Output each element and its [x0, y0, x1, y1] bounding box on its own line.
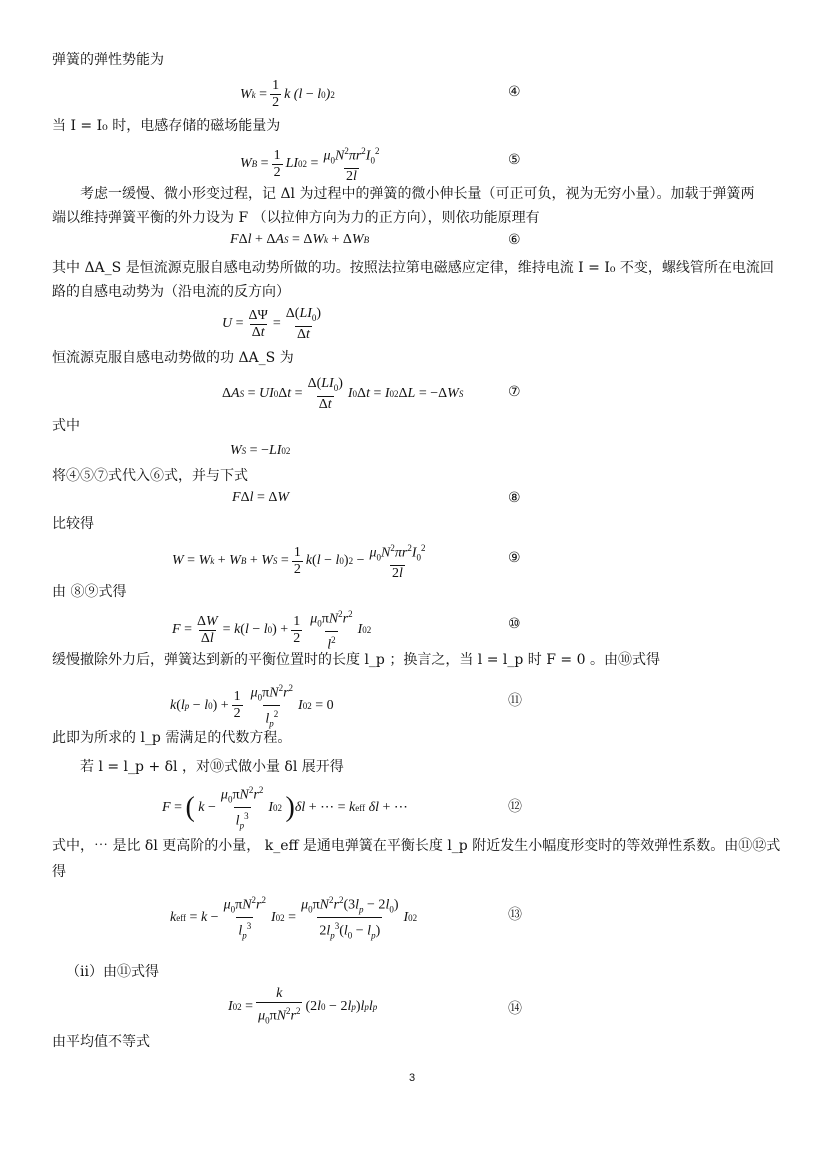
text-line: 缓慢撤除外力后，弹簧达到新的平衡位置时的长度 l_p ；换言之，当 l = l_p 时 F = 0 。由⑩式得 [52, 652, 660, 668]
equation-number: ⑨ [508, 550, 521, 566]
equation-number: ⑩ [508, 616, 521, 632]
text-line: 若 l = l_p + δl ，对⑩式做小量 δl 展开得 [52, 759, 344, 775]
text-line: 将④⑤⑦式代入⑥式，并与下式 [52, 468, 248, 484]
equation-number: ⑭ [508, 1001, 522, 1017]
equation-number: ⑤ [508, 152, 521, 168]
equation-14: I 0 2 = $\frac{k}{\mu_0\pi N^2r^2}$ (2 l 0 − 2 l p ) l p l p [228, 986, 377, 1028]
equation-4: W k = $\frac{1}{2}$ k (l − l 0 ) 2 [240, 78, 335, 110]
text-line: 当 I = I₀ 时，电感存储的磁场能量为 [52, 118, 281, 134]
equation-number: ⑪ [508, 693, 522, 709]
text-line: 端以维持弹簧平衡的外力设为 F （以拉伸方向为力的正方向），则依功能原理有 [52, 210, 540, 226]
equation-6: F Δ l + Δ A S = Δ W k + Δ W B [230, 232, 370, 247]
equation-13: k eff = k − $\frac{\mu_0\pi N^2r^2}{l_p^3}$ I 0 2 = $\frac{\mu_0\pi N^2r^2(3l_p - 2l_0)}{2l_p^3(l_0 - l_p)}$ I 0 2 [170, 892, 417, 944]
text-line: 得 [52, 864, 66, 880]
equation-number: ④ [508, 84, 521, 100]
equation-number: ⑥ [508, 232, 521, 248]
text-line: 由平均值不等式 [52, 1034, 150, 1050]
equation-number: ⑬ [508, 907, 522, 923]
text-line: 式中，⋯ 是比 δl 更高阶的小量， k_eff 是通电弹簧在平衡长度 l_p 附近发生小幅度形变时的等效弹性系数。由⑪⑫式 [52, 838, 781, 854]
equation-11: k ( l p − l 0 ) + $\frac{1}{2}$ $\frac{\mu_0\pi N^2r^2}{l_p^2}$ I 0 2 = 0 [170, 680, 334, 732]
text-line: 此即为所求的 l_p 需满足的代数方程。 [52, 730, 292, 746]
equation-8: F Δ l = Δ W [232, 490, 290, 505]
text-line: 弹簧的弹性势能为 [52, 52, 164, 68]
equation-number: ⑫ [508, 799, 522, 815]
equation-7: Δ A S = UI 0 Δ t = $\frac{\Delta(LI_0)}{\Delta t}$ I 0 Δ t = I 0 2 Δ L = −Δ W S [222, 376, 464, 412]
text-line: 考虑一缓慢、微小形变过程，记 Δl 为过程中的弹簧的微小伸长量（可正可负，视为无穷小量）。加载于弹簧两 [52, 186, 755, 202]
equation-ws: W S = − LI 0 2 [230, 443, 291, 458]
text-line: 恒流源克服自感电动势做的功 ΔA_S 为 [52, 350, 294, 366]
text-line: 路的自感电动势为（沿电流的反方向） [52, 284, 290, 300]
equation-10: F = $\frac{\Delta W}{\Delta l}$ = k ( l − l 0 ) + $\frac{1}{2}$ $\frac{\mu_0\pi N^2r^2}{l^2}$ I 0 2 [172, 609, 372, 654]
equation-emf: U = $\frac{\Delta\Psi}{\Delta t}$ = $\frac{\Delta(LI_0)}{\Delta t}$ [222, 306, 322, 342]
text-line: （ii）由⑪式得 [66, 964, 159, 980]
text-line: 比较得 [52, 516, 94, 532]
page-number: 3 [409, 1072, 416, 1084]
equation-12: F = ( k − $\frac{\mu_0\pi N^2r^2}{l_p^3}$ I 0 2 ) δl + ⋯ = k eff δl + ⋯ [162, 782, 408, 834]
equation-number: ⑧ [508, 490, 521, 506]
text-line: 式中 [52, 418, 80, 434]
equation-5: W B = $\frac{1}{2}$ LI 0 2 = $\frac{\mu_0N^2\pi r^2I_0^2}{2l}$ [240, 146, 380, 185]
text-line: 其中 ΔA_S 是恒流源克服自感电动势所做的功。按照法拉第电磁感应定律，维持电流 I = I₀ 不变，螺线管所在电流回 [52, 260, 774, 276]
text-line: 由 ⑧⑨式得 [52, 584, 127, 600]
equation-number: ⑦ [508, 384, 521, 400]
equation-9: W = W k + W B + W S = $\frac{1}{2}$ k ( l − l 0 ) 2 − $\frac{\mu_0N^2\pi r^2I_0^2}{2l}$ [172, 543, 426, 582]
